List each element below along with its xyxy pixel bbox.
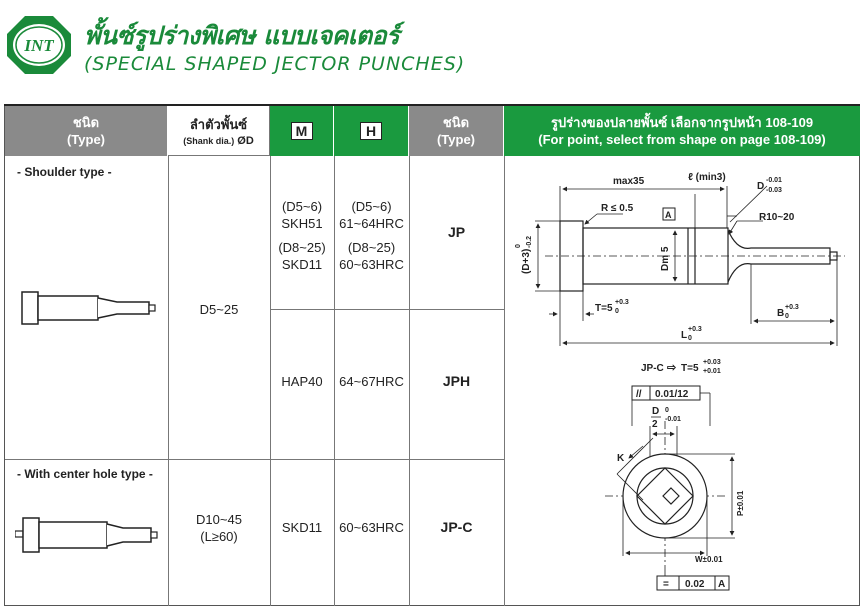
col-header-m: M <box>270 106 334 156</box>
h-jph: 64~67HRC <box>339 374 404 389</box>
svg-text:T=5: T=5 <box>681 363 699 374</box>
col-header-type: ชนิด (Type) <box>5 106 168 156</box>
svg-text:+0.3: +0.3 <box>785 304 799 311</box>
svg-text:0: 0 <box>665 407 669 414</box>
page-title-english: (SPECIAL SHAPED JECTOR PUNCHES) <box>84 53 466 75</box>
shoulder-punch-icon <box>19 288 159 328</box>
svg-text:ℓ (min3): ℓ (min3) <box>688 172 726 183</box>
svg-text:0: 0 <box>615 308 619 315</box>
col-header-shape: รูปร่างของปลายพั้นซ์ เลือกจากรูปหน้า 108-109 (For point, select from shape on page 108-109) <box>504 106 860 156</box>
svg-text:L: L <box>681 330 688 341</box>
svg-text:-0.2: -0.2 <box>526 235 533 248</box>
h-jp: (D5~6) 61~64HRC (D8~25) 60~63HRC <box>339 199 404 272</box>
logo-text: INT <box>24 36 54 55</box>
svg-text:+0.01: +0.01 <box>703 368 721 375</box>
spec-table <box>4 106 860 606</box>
m-jp: (D5~6) SKH51 (D8~25) SKD11 <box>278 199 326 272</box>
int-logo <box>5 14 73 76</box>
code-jp: JP <box>447 224 466 240</box>
svg-text:+0.03: +0.03 <box>703 359 721 366</box>
svg-text:0: 0 <box>515 244 522 248</box>
col-header-type-code: ชนิด (Type) <box>409 106 504 156</box>
code-jpc: JP-C <box>440 519 473 535</box>
svg-text:T=5: T=5 <box>595 303 613 314</box>
svg-text://: // <box>636 389 642 400</box>
svg-text:D: D <box>757 181 765 192</box>
svg-text:A: A <box>665 210 672 220</box>
svg-text:⇨: ⇨ <box>667 362 677 374</box>
svg-text:Dm 5: Dm 5 <box>660 246 671 271</box>
svg-text:-0.01: -0.01 <box>766 177 782 184</box>
type-label-shoulder: - Shoulder type - <box>17 165 112 179</box>
svg-text:0: 0 <box>785 313 789 320</box>
m-jph: HAP40 <box>281 374 323 389</box>
svg-text:A: A <box>718 579 726 590</box>
svg-text:R10~20: R10~20 <box>759 212 795 223</box>
col-header-shank: ลำตัวพั้นซ์ (Shank dia.) ØD <box>168 106 270 156</box>
svg-text:R ≤ 0.5: R ≤ 0.5 <box>601 203 634 214</box>
code-jph: JPH <box>442 373 471 389</box>
svg-text:P±0.01: P±0.01 <box>736 490 745 516</box>
shank-center-hole: D10~45 (L≥60) <box>196 512 242 544</box>
svg-text:0.02: 0.02 <box>685 579 705 590</box>
svg-text:+0.3: +0.3 <box>615 299 629 306</box>
punch-technical-drawing <box>505 156 860 606</box>
center-hole-punch-icon <box>15 514 160 556</box>
page-title-thai: พั้นซ์รูปร่างพิเศษ แบบเจคเตอร์ <box>84 21 400 50</box>
svg-text:-0.01: -0.01 <box>665 416 681 423</box>
svg-text:2: 2 <box>652 419 658 430</box>
svg-text:D: D <box>652 406 660 417</box>
svg-text:-0.03: -0.03 <box>766 187 782 194</box>
shank-shoulder: D5~25 <box>199 302 239 317</box>
svg-text:max35: max35 <box>613 176 645 187</box>
svg-text:+0.3: +0.3 <box>688 326 702 333</box>
svg-text:K: K <box>617 453 625 464</box>
m-jpc: SKD11 <box>281 520 323 535</box>
svg-text:0: 0 <box>688 335 692 342</box>
svg-text:W±0.01: W±0.01 <box>695 555 723 564</box>
svg-text:JP-C: JP-C <box>641 363 664 374</box>
type-label-center-hole: - With center hole type - <box>17 467 153 481</box>
svg-text:B: B <box>777 308 785 319</box>
svg-text:(D+3): (D+3) <box>521 248 532 274</box>
svg-text:=: = <box>663 579 669 590</box>
col-header-h: H <box>334 106 409 156</box>
svg-text:0.01/12: 0.01/12 <box>655 389 689 400</box>
h-jpc: 60~63HRC <box>339 520 404 535</box>
